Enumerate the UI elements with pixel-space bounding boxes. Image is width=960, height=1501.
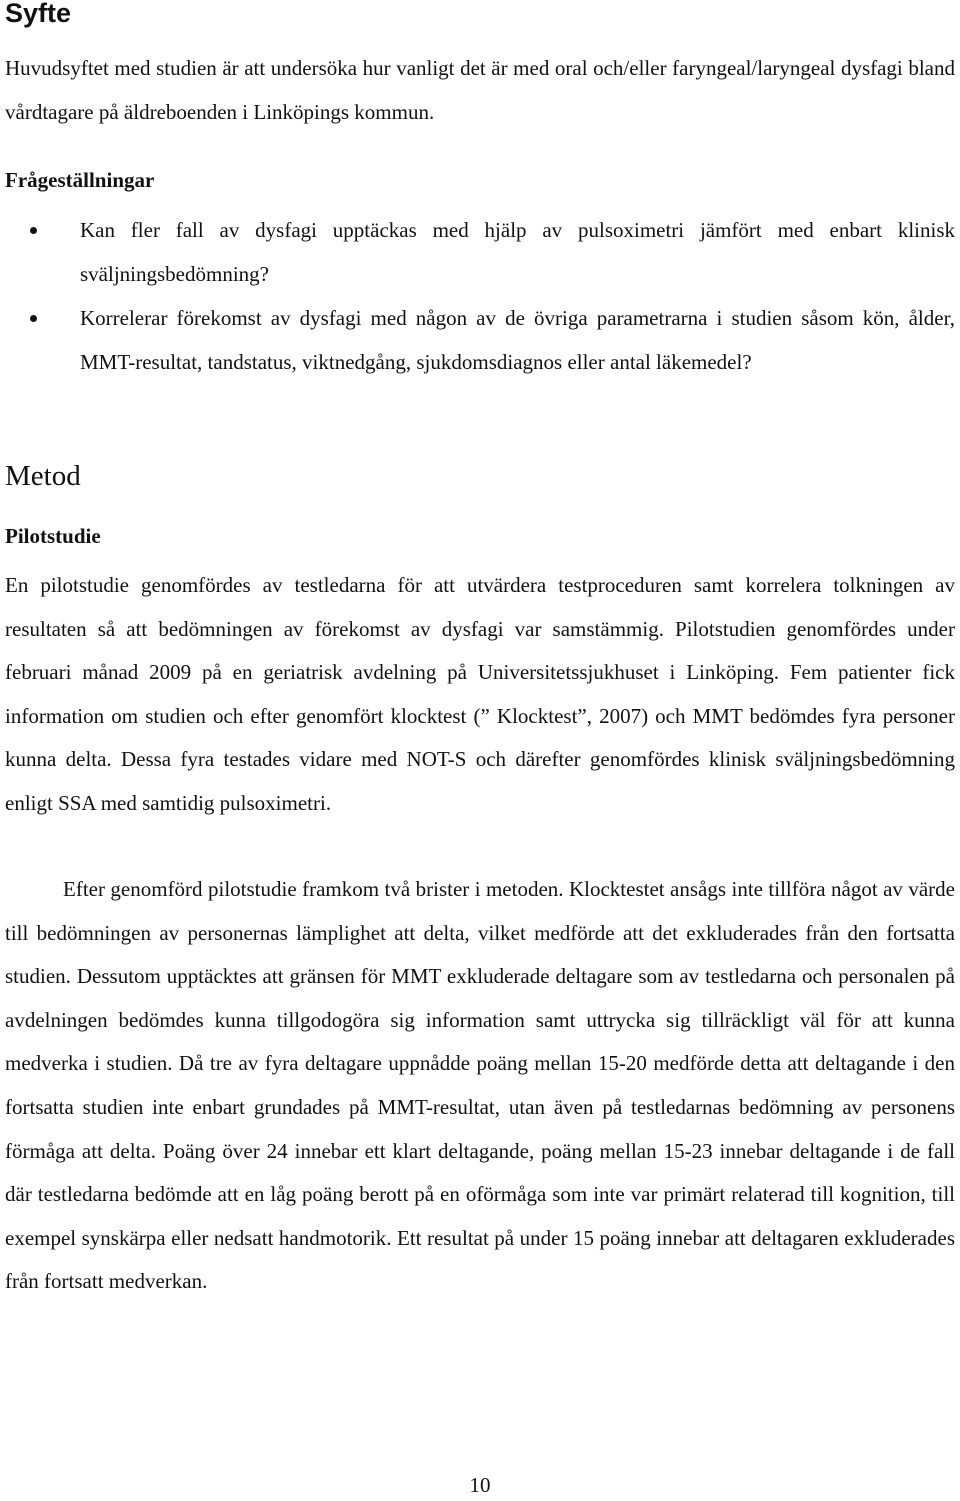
subheading-fragestallningar: Frågeställningar	[5, 168, 155, 192]
list-item	[5, 208, 955, 296]
question-text: Kan fler fall av dysfagi upptäckas med hjälp av pulsoximetri jämfört med enbart klinisk sväljningsbedömning?	[80, 218, 955, 286]
bullet-icon	[30, 315, 37, 322]
pilotstudie-paragraph-2: Efter genomförd pilotstudie framkom två brister i metoden. Klocktestet ansågs inte tillföra något av värde till bedömningen av personernas lämplighet att delta, vilket medförde att det exkluderades från den fortsatta studien. Dessutom upptäcktes att gränsen för MMT exkluderade deltagare som av testledarna och personalen på avdelningen bedömdes kunna tillgodogöra sig information samt uttrycka sig tillräckligt väl för att kunna medverka i studien. Då tre av fyra deltagare uppnådde poäng mellan 15-20 medförde detta att deltagande i den fortsatta studien inte enbart grundades på MMT-resultat, utan även på testledarnas bedömning av personens förmåga att delta. Poäng över 24 innebar ett klart deltagande, poäng mellan 15-23 innebar deltagande i de fall där testledarna bedömde att en låg poäng berott på en oförmåga som inte var primärt relaterad till kognition, till exempel synskärpa eller nedsatt handmotorik. Ett resultat på under 15 poäng innebar att deltagaren exkluderades från fortsatt medverkan.	[5, 877, 955, 1294]
pilotstudie-paragraph-1: En pilotstudie genomfördes av testledarna för att utvärdera testproceduren samt korrelera tolkningen av resultaten så att bedömningen av förekomst av dysfagi var samstämmig. Pilotstudien genomfördes under februari månad 2009 på en geriatrisk avdelning på Universitetssjukhuset i Linköping. Fem patienter fick information om studien och efter genomfört klocktest (” Klocktest”, 2007) och MMT bedömdes fyra personer kunna delta. Dessa fyra testades vidare med NOT-S och därefter genomfördes klinisk sväljningsbedömning enligt SSA med samtidig pulsoximetri.	[5, 573, 955, 815]
page-number: 10	[469, 1473, 491, 1497]
syfte-paragraph: Huvudsyftet med studien är att undersöka hur vanligt det är med oral och/eller faryngeal/laryngeal dysfagi bland vårdtagare på äldreboenden i Linköpings kommun.	[5, 56, 955, 124]
section-heading-metod: Metod	[5, 460, 81, 492]
question-text: Korrelerar förekomst av dysfagi med någon av de övriga parametrarna i studien såsom kön, ålder, MMT-resultat, tandstatus, viktnedgång, sjukdomsdiagnos eller antal läkemedel?	[80, 306, 955, 374]
list-item	[5, 296, 955, 384]
bullet-icon	[30, 227, 37, 234]
subheading-pilotstudie: Pilotstudie	[5, 524, 101, 548]
question-list	[5, 208, 955, 384]
section-heading-syfte: Syfte	[5, 0, 72, 28]
